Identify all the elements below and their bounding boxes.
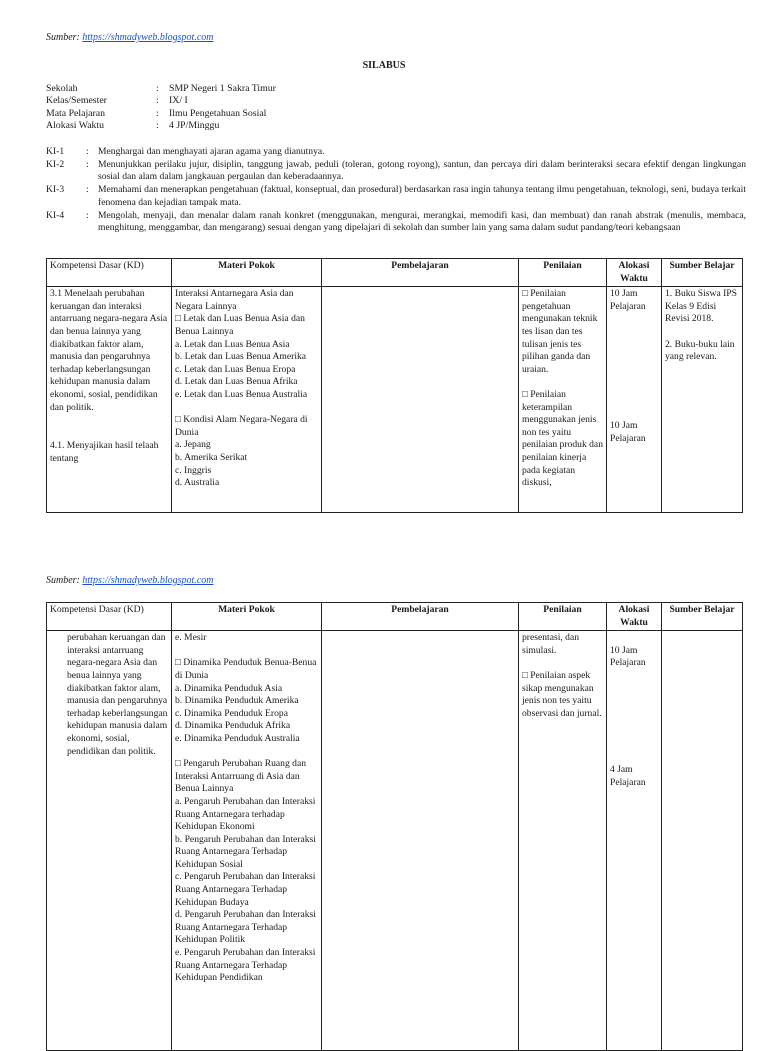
- identity-colon: :: [156, 107, 159, 119]
- penilaian-cell: [519, 631, 607, 1051]
- materi-item: c. Pengaruh Perubahan dan Interaksi Ruang Antarnegara Terhadap Kehidupan Budaya: [175, 871, 316, 908]
- alokasi-cell: [607, 287, 662, 513]
- materi-item: d. Australia: [175, 477, 220, 489]
- materi-item: a. Pengaruh Perubahan dan Interaksi Ruang Antarnegara terhadap Kehidupan Ekonomi: [175, 795, 316, 833]
- ki-colon: :: [86, 184, 89, 196]
- penilaian-text: □ Penilaian pengetahuan mengunakan teknik tes lisan dan tes tulisan jenis tes pilihan ganda dan uraian.: [522, 288, 598, 375]
- kd-cell: [47, 287, 172, 513]
- penilaian-text: □ Penilaian aspek sikap mengunakan jenis non tes yaitu observasi dan jurnal.: [522, 669, 602, 719]
- identity-label: Sekolah: [46, 83, 78, 94]
- kd-cell: [47, 631, 172, 1051]
- materi-item: d. Dinamika Penduduk Afrika: [175, 720, 291, 732]
- source-line: [46, 575, 214, 586]
- identity-colon: :: [156, 120, 159, 132]
- alokasi-text: 10 Jam Pelajaran: [610, 644, 646, 669]
- ki-colon: :: [86, 146, 89, 157]
- identity-value: IX/ I: [169, 95, 188, 107]
- header-penilaian: Penilaian: [519, 259, 607, 287]
- materi-item: c. Letak dan Luas Benua Eropa: [175, 363, 296, 375]
- identity-row: [46, 95, 276, 107]
- identity-colon: :: [156, 83, 159, 94]
- ki-colon: :: [86, 158, 89, 170]
- alokasi-text: 10 Jam Pelajaran: [610, 288, 646, 312]
- sumber-text: 2. Buku-buku lain yang relevan.: [665, 338, 735, 363]
- source-label: Sumber:: [46, 32, 80, 43]
- source-label: Sumber:: [46, 575, 80, 586]
- materi-item: b. Dinamika Penduduk Amerika: [175, 695, 299, 707]
- identity-label: Mata Pelajaran: [46, 107, 106, 119]
- materi-item: a. Dinamika Penduduk Asia: [175, 682, 283, 694]
- ki-row: [46, 146, 746, 158]
- identity-row: [46, 108, 276, 120]
- ki-code: KI-2: [46, 158, 65, 170]
- pembelajaran-cell: [322, 287, 519, 513]
- identity-colon: :: [156, 95, 159, 107]
- ki-text: Mengolah, menyaji, dan menalar dalam ranah konkret (menggunakan, mengurai, merangkai, memodifi kasi, dan membuat) dan ranah abstrak (menulis, membaca, menghitung, menggambar, dan mengarang) sesuai dengan yang dipelajari di sekolah dan sumber lain yang sama dalam sudut pandang/teori kebangsaan: [98, 209, 746, 233]
- header-pembelajaran: Pembelajaran: [322, 259, 519, 287]
- header-materi: Materi Pokok: [172, 603, 322, 631]
- identity-label: Alokasi Waktu: [46, 120, 105, 132]
- materi-item: a. Letak dan Luas Benua Asia: [175, 338, 290, 350]
- ki-code: KI-1: [46, 146, 65, 157]
- ki-code: KI-4: [46, 209, 65, 221]
- identity-value: 4 JP/Minggu: [169, 120, 220, 132]
- header-kd: Kompetensi Dasar (KD): [47, 259, 172, 287]
- materi-cell: [172, 631, 322, 1051]
- identity-value: SMP Negeri 1 Sakra Timur: [169, 83, 276, 94]
- materi-item: c. Dinamika Penduduk Eropa: [175, 707, 288, 719]
- sumber-cell: [662, 631, 743, 1051]
- header-sumber: Sumber Belajar: [662, 259, 743, 287]
- ki-row: [46, 184, 746, 209]
- materi-item: b. Amerika Serikat: [175, 451, 248, 463]
- materi-item: Interaksi Antarnegara Asia dan Negara Lainnya: [175, 288, 294, 312]
- kd-text: 4.1. Menyajikan hasil telaah tentang: [50, 440, 159, 464]
- penilaian-text: presentasi, dan simulasi.: [522, 632, 580, 656]
- syllabus-table: [46, 258, 743, 513]
- identity-label: Kelas/Semester: [46, 95, 107, 107]
- ki-row: [46, 159, 746, 184]
- materi-item: □ Letak dan Luas Benua Asia dan Benua Lainnya: [175, 313, 305, 337]
- ki-text: Menunjukkan perilaku jujur, disiplin, tanggung jawab, peduli (toleran, gotong royong), santun, dan percaya diri dalam berinteraksi secara efektif dengan lingkungan sosial dan alam dalam jangkauan pergaulan dan keberadaannya.: [98, 158, 746, 183]
- materi-item: b. Pengaruh Perubahan dan Interaksi Ruang Antarnegara Terhadap Kehidupan Sosial: [175, 833, 316, 870]
- materi-item: e. Pengaruh Perubahan dan Interaksi Ruang Antarnegara Terhadap Kehidupan Pendidikan: [175, 947, 316, 984]
- identity-row: [46, 120, 276, 132]
- sumber-text: 1. Buku Siswa IPS Kelas 9 Edisi Revisi 2018.: [665, 288, 737, 325]
- ki-colon: :: [86, 209, 89, 221]
- materi-item: b. Letak dan Luas Benua Amerika: [175, 351, 307, 363]
- kd-text: perubahan keruangan dan interaksi antarruang negara-negara Asia dan benua lainnya yang diakibatkan faktor alam, manusia dan pengaruhnya terhadap keberlangsungan kehidupan manusia dalam ekonomi, sosial, pendidikan dan politik.: [67, 632, 168, 757]
- header-penilaian: Penilaian: [519, 603, 607, 631]
- table-header-row: [47, 259, 743, 287]
- materi-item: a. Jepang: [175, 439, 211, 451]
- ki-text: Menghargai dan menghayati ajaran agama yang dianutnya.: [98, 146, 325, 157]
- document-title: SILABUS: [362, 60, 406, 71]
- materi-item: c. Inggris: [175, 464, 212, 476]
- materi-item: d. Pengaruh Perubahan dan Interaksi Ruang Antarnegara Terhadap Kehidupan Politik: [175, 909, 316, 946]
- source-link[interactable]: https://shmadyweb.blogspot.com: [82, 32, 214, 43]
- materi-item: e. Mesir: [175, 632, 207, 644]
- kd-text: 3.1 Menelaah perubahan keruangan dan interaksi antarruang negara-negara Asia dan benua lainnya yang diakibatkan faktor alam, manusia dan pengaruhnya terhadap keberlangsungan kehidupan manusia dalam ekonomi, sosial, pendidikan dan politik.: [50, 288, 168, 413]
- identity-row: [46, 83, 276, 95]
- pembelajaran-cell: [322, 631, 519, 1051]
- header-alokasi: Alokasi Waktu: [607, 603, 662, 631]
- ki-text: Memahami dan menerapkan pengetahuan (faktual, konseptual, dan prosedural) berdasarkan rasa ingin tahunya tentang ilmu pengetahuan, teknologi, seni, budaya terkait fenomena dan kejadian tampak mata.: [98, 184, 746, 208]
- ki-code: KI-3: [46, 184, 65, 196]
- alokasi-text: 10 Jam Pelajaran: [610, 420, 646, 444]
- header-pembelajaran: Pembelajaran: [322, 603, 519, 631]
- penilaian-cell: [519, 287, 607, 513]
- materi-item: □ Kondisi Alam Negara-Negara di Dunia: [175, 414, 308, 438]
- header-alokasi: Alokasi Waktu: [607, 259, 662, 287]
- table-row: [47, 631, 743, 1051]
- source-link[interactable]: https://shmadyweb.blogspot.com: [82, 575, 214, 586]
- materi-item: □ Dinamika Penduduk Benua-Benua di Dunia: [175, 657, 317, 681]
- materi-item: □ Pengaruh Perubahan Ruang dan Interaksi Antarruang di Asia dan Benua Lainnya: [175, 758, 307, 795]
- materi-item: e. Dinamika Penduduk Australia: [175, 732, 300, 744]
- materi-item: e. Letak dan Luas Benua Australia: [175, 388, 308, 400]
- ki-row: [46, 210, 746, 235]
- penilaian-text: □ Penilaian keterampilan menggunakan jenis non tes yaitu penilaian produk dan penilaian kinerja pada kegiatan diskusi,: [522, 388, 603, 489]
- core-competencies: [46, 146, 746, 235]
- identity-block: [46, 83, 276, 133]
- materi-cell: [172, 287, 322, 513]
- header-materi: Materi Pokok: [172, 259, 322, 287]
- table-header-row: [47, 603, 743, 631]
- identity-value: Ilmu Pengetahuan Sosial: [169, 107, 267, 119]
- alokasi-text: 4 Jam Pelajaran: [610, 763, 646, 788]
- sumber-cell: [662, 287, 743, 513]
- header-sumber: Sumber Belajar: [662, 603, 743, 631]
- alokasi-cell: [607, 631, 662, 1051]
- syllabus-table-continued: [46, 602, 743, 1051]
- table-row: [47, 287, 743, 513]
- header-kd: Kompetensi Dasar (KD): [47, 603, 172, 631]
- source-line: [46, 32, 214, 43]
- materi-item: d. Letak dan Luas Benua Afrika: [175, 376, 298, 388]
